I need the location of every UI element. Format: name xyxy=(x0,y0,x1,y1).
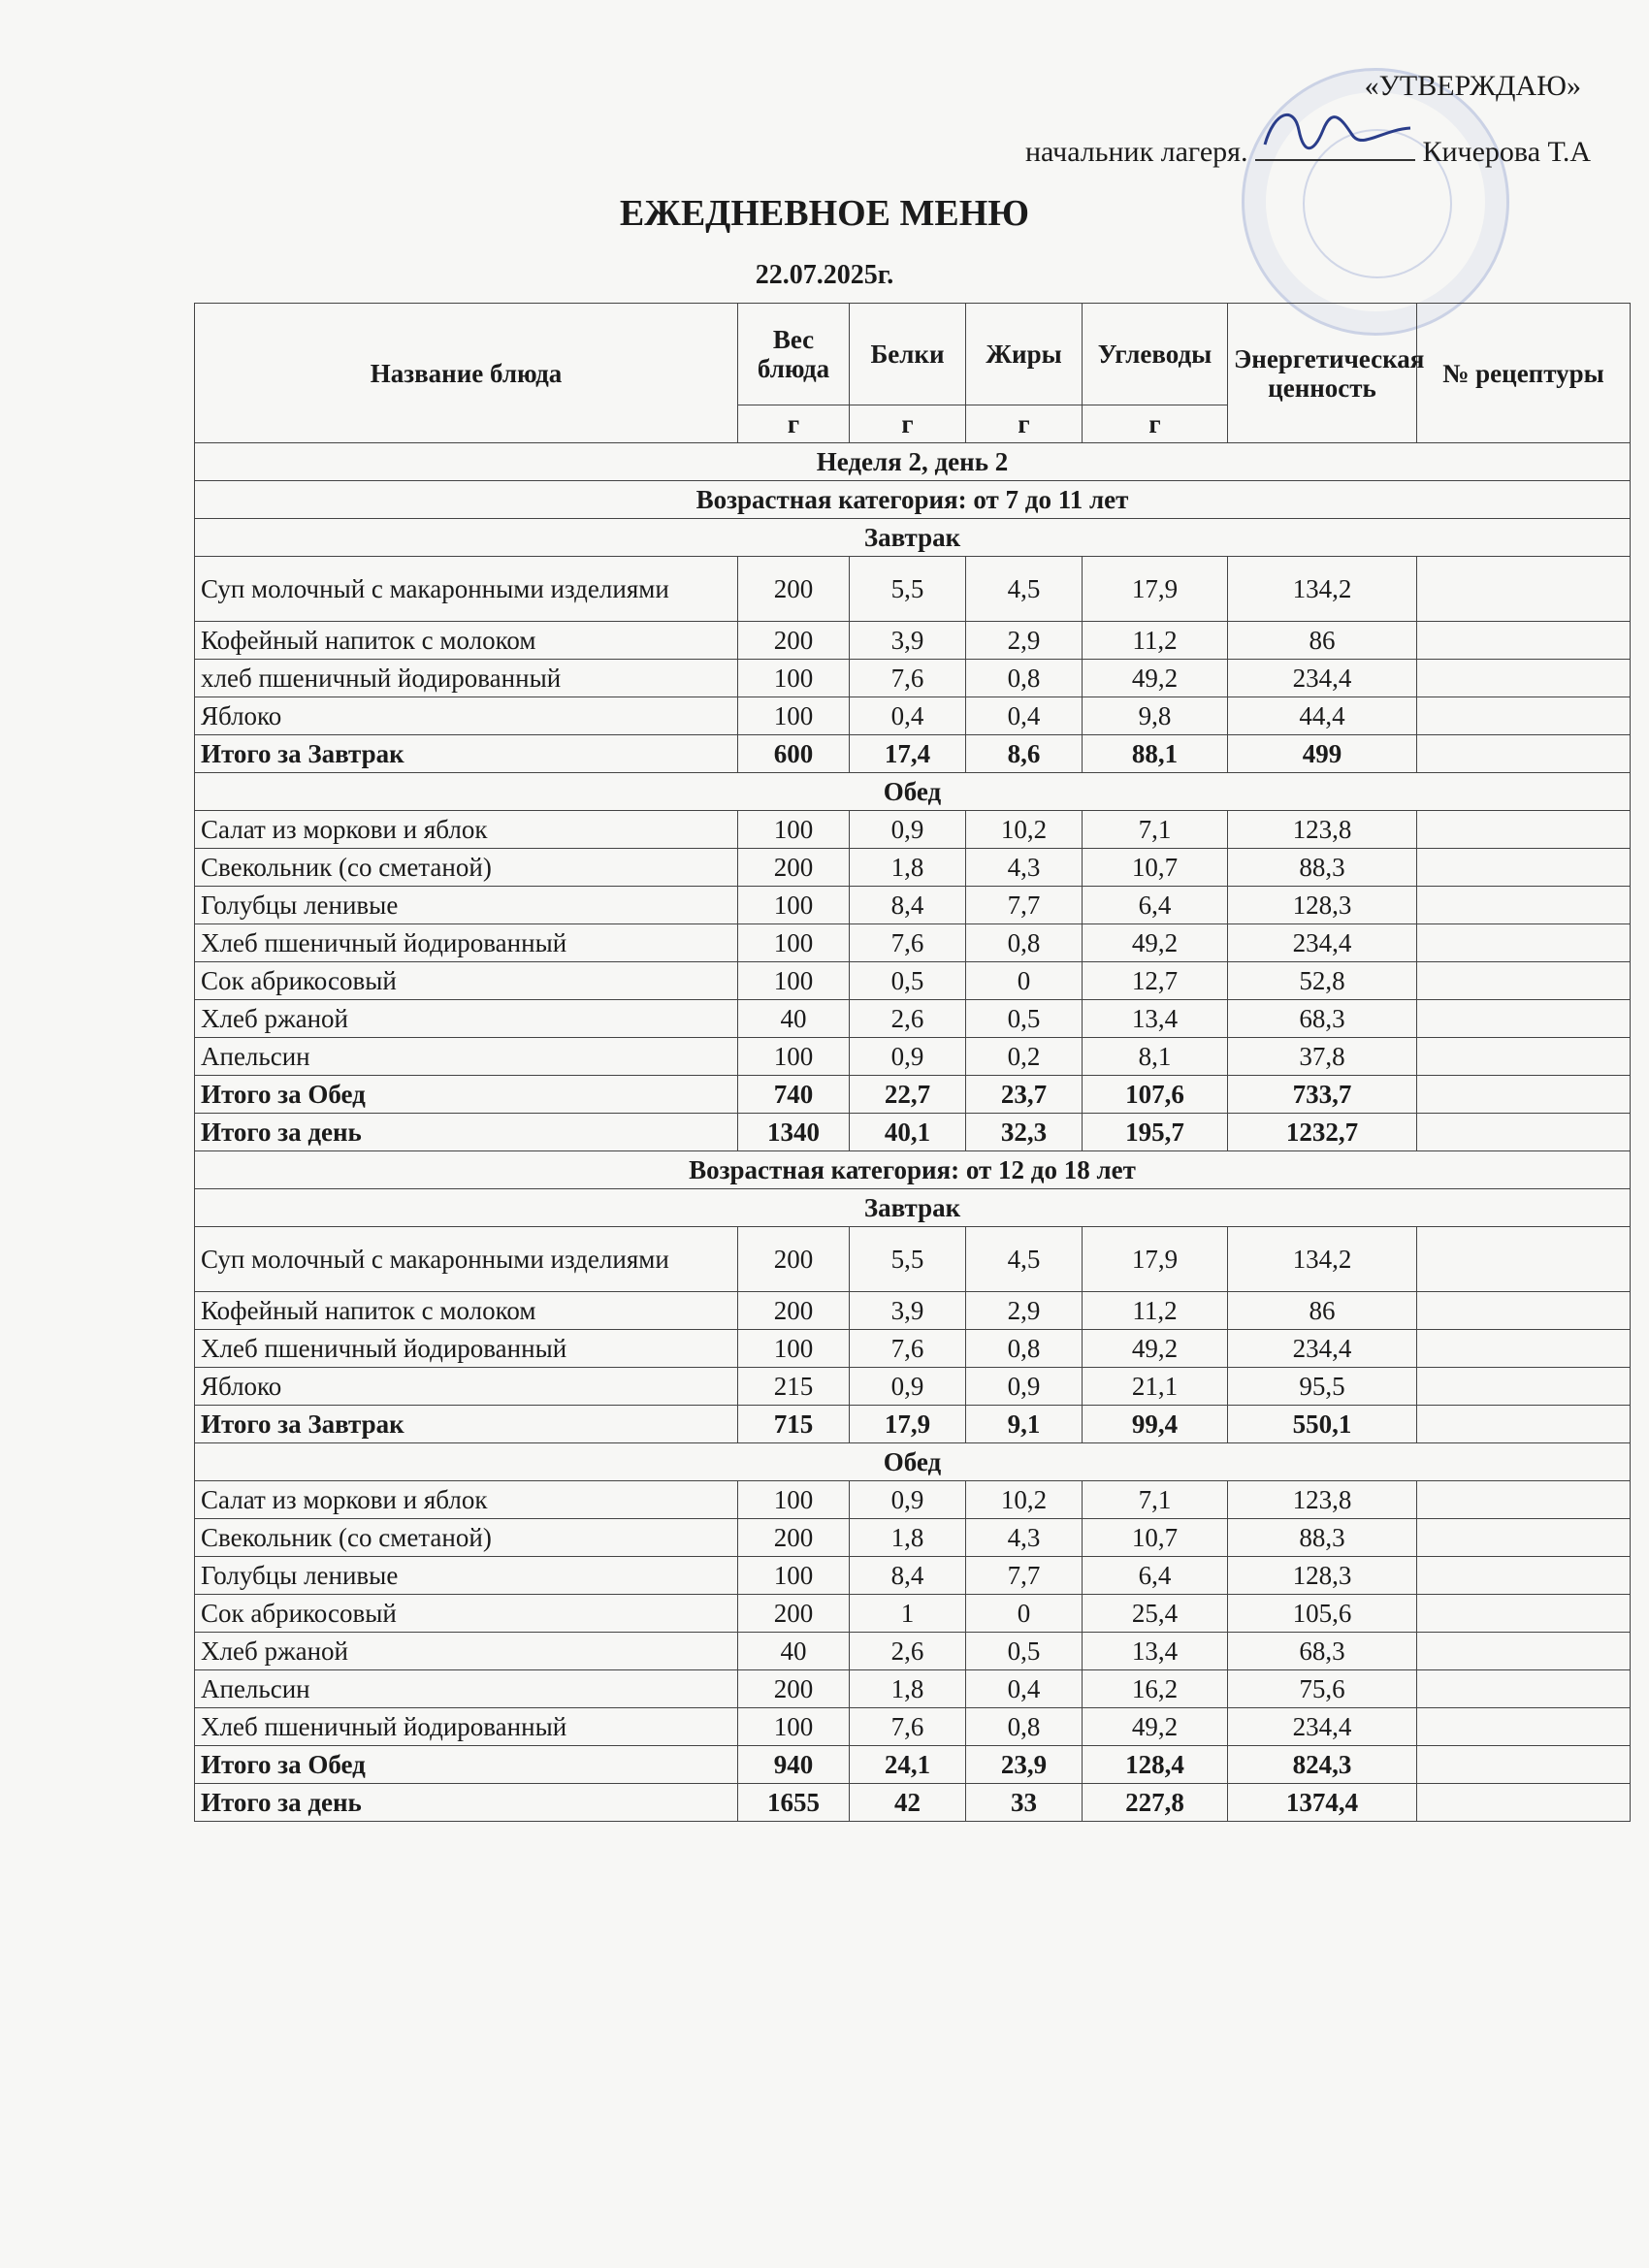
dish-energy: 234,4 xyxy=(1228,1708,1417,1746)
dish-weight: 100 xyxy=(738,811,850,849)
dish-recipe xyxy=(1417,811,1631,849)
dish-name: хлеб пшеничный йодированный xyxy=(195,660,738,697)
total-carbs: 195,7 xyxy=(1083,1114,1228,1151)
dish-weight: 100 xyxy=(738,1557,850,1595)
total-carbs: 88,1 xyxy=(1083,735,1228,773)
table-row xyxy=(195,1670,1631,1708)
dish-carbs: 9,8 xyxy=(1083,697,1228,735)
dish-carbs: 49,2 xyxy=(1083,1708,1228,1746)
dish-weight: 40 xyxy=(738,1000,850,1038)
dish-fat: 0,5 xyxy=(966,1633,1083,1670)
dish-weight: 100 xyxy=(738,924,850,962)
total-carbs: 107,6 xyxy=(1083,1076,1228,1114)
dish-name: Салат из моркови и яблок xyxy=(195,1481,738,1519)
total-recipe xyxy=(1417,735,1631,773)
total-protein: 17,9 xyxy=(850,1406,966,1443)
dish-carbs: 25,4 xyxy=(1083,1595,1228,1633)
dish-weight: 100 xyxy=(738,1708,850,1746)
dish-carbs: 12,7 xyxy=(1083,962,1228,1000)
dish-fat: 0,8 xyxy=(966,1708,1083,1746)
dish-weight: 200 xyxy=(738,622,850,660)
dish-name: Свекольник (со сметаной) xyxy=(195,1519,738,1557)
menu-body xyxy=(195,443,1631,1822)
dish-fat: 7,7 xyxy=(966,887,1083,924)
total-fat: 32,3 xyxy=(966,1114,1083,1151)
dish-name: Суп молочный с макаронными изделиями xyxy=(195,1227,738,1292)
total-protein: 24,1 xyxy=(850,1746,966,1784)
total-row xyxy=(195,735,1631,773)
dish-name: Сок абрикосовый xyxy=(195,1595,738,1633)
dish-weight: 200 xyxy=(738,1670,850,1708)
dish-name: Кофейный напиток с молоком xyxy=(195,622,738,660)
total-recipe xyxy=(1417,1406,1631,1443)
dish-recipe xyxy=(1417,622,1631,660)
meal-label-breakfast-2: Завтрак xyxy=(195,1189,1631,1227)
dish-fat: 0,8 xyxy=(966,660,1083,697)
age-category-2: Возрастная категория: от 12 до 18 лет xyxy=(195,1151,1631,1189)
dish-weight: 100 xyxy=(738,962,850,1000)
dish-fat: 0 xyxy=(966,1595,1083,1633)
dish-fat: 2,9 xyxy=(966,622,1083,660)
dish-carbs: 49,2 xyxy=(1083,1330,1228,1368)
total-label: Итого за день xyxy=(195,1784,738,1822)
menu-table xyxy=(194,303,1631,1822)
dish-fat: 0,4 xyxy=(966,1670,1083,1708)
week-day-label: Неделя 2, день 2 xyxy=(195,443,1631,481)
col-weight-header: Вес блюда xyxy=(738,304,850,405)
dish-carbs: 7,1 xyxy=(1083,811,1228,849)
dish-protein: 7,6 xyxy=(850,660,966,697)
dish-energy: 95,5 xyxy=(1228,1368,1417,1406)
col-carbs-header: Углеводы xyxy=(1083,304,1228,405)
dish-name: Салат из моркови и яблок xyxy=(195,811,738,849)
dish-protein: 2,6 xyxy=(850,1000,966,1038)
dish-energy: 86 xyxy=(1228,1292,1417,1330)
total-label: Итого за Завтрак xyxy=(195,735,738,773)
total-recipe xyxy=(1417,1076,1631,1114)
dish-recipe xyxy=(1417,697,1631,735)
dish-energy: 75,6 xyxy=(1228,1670,1417,1708)
total-label: Итого за день xyxy=(195,1114,738,1151)
table-row xyxy=(195,1708,1631,1746)
document-date: 22.07.2025г. xyxy=(755,260,894,290)
total-weight: 600 xyxy=(738,735,850,773)
dish-energy: 234,4 xyxy=(1228,924,1417,962)
dish-recipe xyxy=(1417,1557,1631,1595)
dish-protein: 0,9 xyxy=(850,1368,966,1406)
dish-protein: 7,6 xyxy=(850,924,966,962)
total-energy: 550,1 xyxy=(1228,1406,1417,1443)
approval-position: начальник лагеря. xyxy=(1024,136,1248,168)
total-fat: 33 xyxy=(966,1784,1083,1822)
table-row xyxy=(195,811,1631,849)
dish-carbs: 17,9 xyxy=(1083,557,1228,622)
dish-energy: 123,8 xyxy=(1228,811,1417,849)
dish-protein: 3,9 xyxy=(850,622,966,660)
dish-weight: 100 xyxy=(738,660,850,697)
dish-name: Кофейный напиток с молоком xyxy=(195,1292,738,1330)
col-protein-header: Белки xyxy=(850,304,966,405)
table-row xyxy=(195,1519,1631,1557)
dish-weight: 100 xyxy=(738,697,850,735)
total-row xyxy=(195,1076,1631,1114)
dish-fat: 4,3 xyxy=(966,1519,1083,1557)
dish-energy: 52,8 xyxy=(1228,962,1417,1000)
dish-recipe xyxy=(1417,1633,1631,1670)
dish-energy: 86 xyxy=(1228,622,1417,660)
document-title: ЕЖЕДНЕВНОЕ МЕНЮ xyxy=(619,193,1030,234)
total-weight: 1340 xyxy=(738,1114,850,1151)
total-energy: 733,7 xyxy=(1228,1076,1417,1114)
dish-fat: 10,2 xyxy=(966,811,1083,849)
dish-energy: 134,2 xyxy=(1228,1227,1417,1292)
dish-carbs: 10,7 xyxy=(1083,1519,1228,1557)
total-row xyxy=(195,1746,1631,1784)
dish-protein: 0,9 xyxy=(850,1481,966,1519)
approval-signer: Кичерова Т.А xyxy=(1422,136,1591,168)
dish-carbs: 13,4 xyxy=(1083,1000,1228,1038)
table-row xyxy=(195,1595,1631,1633)
meal-label-breakfast-1: Завтрак xyxy=(195,519,1631,557)
dish-protein: 0,9 xyxy=(850,811,966,849)
total-weight: 1655 xyxy=(738,1784,850,1822)
dish-recipe xyxy=(1417,660,1631,697)
total-label: Итого за Обед xyxy=(195,1076,738,1114)
dish-name: Апельсин xyxy=(195,1670,738,1708)
dish-energy: 88,3 xyxy=(1228,849,1417,887)
dish-carbs: 21,1 xyxy=(1083,1368,1228,1406)
total-weight: 940 xyxy=(738,1746,850,1784)
dish-protein: 0,4 xyxy=(850,697,966,735)
dish-fat: 4,5 xyxy=(966,557,1083,622)
total-carbs: 227,8 xyxy=(1083,1784,1228,1822)
total-energy: 824,3 xyxy=(1228,1746,1417,1784)
dish-recipe xyxy=(1417,557,1631,622)
dish-recipe xyxy=(1417,1292,1631,1330)
dish-energy: 105,6 xyxy=(1228,1595,1417,1633)
dish-protein: 7,6 xyxy=(850,1330,966,1368)
dish-name: Свекольник (со сметаной) xyxy=(195,849,738,887)
dish-recipe xyxy=(1417,1519,1631,1557)
dish-name: Яблоко xyxy=(195,697,738,735)
dish-name: Хлеб пшеничный йодированный xyxy=(195,924,738,962)
table-row xyxy=(195,1000,1631,1038)
dish-carbs: 13,4 xyxy=(1083,1633,1228,1670)
total-protein: 40,1 xyxy=(850,1114,966,1151)
dish-energy: 128,3 xyxy=(1228,887,1417,924)
dish-fat: 7,7 xyxy=(966,1557,1083,1595)
dish-recipe xyxy=(1417,1330,1631,1368)
dish-carbs: 17,9 xyxy=(1083,1227,1228,1292)
dish-energy: 128,3 xyxy=(1228,1557,1417,1595)
dish-recipe xyxy=(1417,1595,1631,1633)
total-fat: 9,1 xyxy=(966,1406,1083,1443)
dish-fat: 0,8 xyxy=(966,1330,1083,1368)
unit-weight: г xyxy=(738,405,850,443)
dish-carbs: 6,4 xyxy=(1083,887,1228,924)
dish-name: Яблоко xyxy=(195,1368,738,1406)
dish-recipe xyxy=(1417,887,1631,924)
dish-recipe xyxy=(1417,1481,1631,1519)
dish-protein: 2,6 xyxy=(850,1633,966,1670)
dish-protein: 5,5 xyxy=(850,557,966,622)
unit-protein: г xyxy=(850,405,966,443)
total-recipe xyxy=(1417,1114,1631,1151)
dish-name: Сок абрикосовый xyxy=(195,962,738,1000)
total-fat: 23,7 xyxy=(966,1076,1083,1114)
dish-name: Хлеб пшеничный йодированный xyxy=(195,1330,738,1368)
dish-weight: 100 xyxy=(738,1330,850,1368)
table-row xyxy=(195,697,1631,735)
dish-energy: 68,3 xyxy=(1228,1000,1417,1038)
dish-weight: 40 xyxy=(738,1633,850,1670)
dish-weight: 200 xyxy=(738,1595,850,1633)
dish-carbs: 8,1 xyxy=(1083,1038,1228,1076)
dish-protein: 8,4 xyxy=(850,1557,966,1595)
table-row xyxy=(195,1368,1631,1406)
dish-name: Голубцы ленивые xyxy=(195,1557,738,1595)
approval-label: «УТВЕРЖДАЮ» xyxy=(1364,70,1581,102)
total-energy: 1374,4 xyxy=(1228,1784,1417,1822)
dish-energy: 44,4 xyxy=(1228,697,1417,735)
dish-weight: 215 xyxy=(738,1368,850,1406)
table-row xyxy=(195,1227,1631,1292)
total-protein: 22,7 xyxy=(850,1076,966,1114)
dish-weight: 200 xyxy=(738,849,850,887)
dish-recipe xyxy=(1417,1227,1631,1292)
dish-fat: 0,5 xyxy=(966,1000,1083,1038)
total-protein: 42 xyxy=(850,1784,966,1822)
table-row xyxy=(195,887,1631,924)
total-row xyxy=(195,1114,1631,1151)
dish-protein: 5,5 xyxy=(850,1227,966,1292)
dish-protein: 1,8 xyxy=(850,1519,966,1557)
dish-name: Голубцы ленивые xyxy=(195,887,738,924)
dish-fat: 2,9 xyxy=(966,1292,1083,1330)
dish-recipe xyxy=(1417,1670,1631,1708)
dish-protein: 3,9 xyxy=(850,1292,966,1330)
unit-fat: г xyxy=(966,405,1083,443)
dish-recipe xyxy=(1417,1708,1631,1746)
table-row xyxy=(195,557,1631,622)
dish-protein: 0,9 xyxy=(850,1038,966,1076)
total-row xyxy=(195,1406,1631,1443)
table-header-row xyxy=(195,304,1631,405)
dish-energy: 37,8 xyxy=(1228,1038,1417,1076)
meal-label-lunch-2: Обед xyxy=(195,1443,1631,1481)
total-carbs: 99,4 xyxy=(1083,1406,1228,1443)
meal-label-lunch-1: Обед xyxy=(195,773,1631,811)
dish-weight: 200 xyxy=(738,1519,850,1557)
dish-energy: 68,3 xyxy=(1228,1633,1417,1670)
dish-fat: 0,9 xyxy=(966,1368,1083,1406)
dish-protein: 0,5 xyxy=(850,962,966,1000)
dish-protein: 1 xyxy=(850,1595,966,1633)
col-fat-header: Жиры xyxy=(966,304,1083,405)
dish-weight: 200 xyxy=(738,1227,850,1292)
table-row xyxy=(195,660,1631,697)
dish-carbs: 11,2 xyxy=(1083,1292,1228,1330)
dish-fat: 4,3 xyxy=(966,849,1083,887)
table-row xyxy=(195,622,1631,660)
dish-weight: 200 xyxy=(738,557,850,622)
dish-weight: 200 xyxy=(738,1292,850,1330)
dish-energy: 88,3 xyxy=(1228,1519,1417,1557)
dish-carbs: 49,2 xyxy=(1083,660,1228,697)
dish-name: Хлеб пшеничный йодированный xyxy=(195,1708,738,1746)
total-label: Итого за Обед xyxy=(195,1746,738,1784)
dish-energy: 234,4 xyxy=(1228,660,1417,697)
dish-recipe xyxy=(1417,1368,1631,1406)
total-row xyxy=(195,1784,1631,1822)
total-recipe xyxy=(1417,1746,1631,1784)
dish-carbs: 6,4 xyxy=(1083,1557,1228,1595)
dish-name: Апельсин xyxy=(195,1038,738,1076)
table-row xyxy=(195,1481,1631,1519)
total-label: Итого за Завтрак xyxy=(195,1406,738,1443)
dish-recipe xyxy=(1417,1000,1631,1038)
dish-weight: 100 xyxy=(738,1481,850,1519)
total-energy: 1232,7 xyxy=(1228,1114,1417,1151)
total-carbs: 128,4 xyxy=(1083,1746,1228,1784)
table-row xyxy=(195,1330,1631,1368)
dish-protein: 8,4 xyxy=(850,887,966,924)
dish-fat: 4,5 xyxy=(966,1227,1083,1292)
total-protein: 17,4 xyxy=(850,735,966,773)
total-recipe xyxy=(1417,1784,1631,1822)
dish-fat: 0 xyxy=(966,962,1083,1000)
dish-carbs: 16,2 xyxy=(1083,1670,1228,1708)
table-row xyxy=(195,849,1631,887)
table-row xyxy=(195,962,1631,1000)
col-recipe-header: № рецептуры xyxy=(1417,304,1631,443)
dish-recipe xyxy=(1417,924,1631,962)
total-energy: 499 xyxy=(1228,735,1417,773)
dish-fat: 0,2 xyxy=(966,1038,1083,1076)
dish-protein: 1,8 xyxy=(850,1670,966,1708)
dish-carbs: 10,7 xyxy=(1083,849,1228,887)
dish-energy: 234,4 xyxy=(1228,1330,1417,1368)
dish-recipe xyxy=(1417,962,1631,1000)
dish-fat: 0,8 xyxy=(966,924,1083,962)
total-weight: 715 xyxy=(738,1406,850,1443)
col-name-header: Название блюда xyxy=(195,304,738,443)
dish-weight: 100 xyxy=(738,887,850,924)
dish-recipe xyxy=(1417,849,1631,887)
total-weight: 740 xyxy=(738,1076,850,1114)
table-row xyxy=(195,924,1631,962)
dish-recipe xyxy=(1417,1038,1631,1076)
col-energy-header: Энергетическая ценность xyxy=(1228,304,1417,443)
dish-weight: 100 xyxy=(738,1038,850,1076)
table-row xyxy=(195,1633,1631,1670)
table-row xyxy=(195,1038,1631,1076)
dish-name: Суп молочный с макаронными изделиями xyxy=(195,557,738,622)
dish-name: Хлеб ржаной xyxy=(195,1000,738,1038)
dish-fat: 0,4 xyxy=(966,697,1083,735)
total-fat: 23,9 xyxy=(966,1746,1083,1784)
dish-energy: 123,8 xyxy=(1228,1481,1417,1519)
table-row xyxy=(195,1292,1631,1330)
approval-signature-line xyxy=(970,134,1591,169)
dish-carbs: 49,2 xyxy=(1083,924,1228,962)
dish-energy: 134,2 xyxy=(1228,557,1417,622)
handwritten-signature xyxy=(1255,134,1415,161)
total-fat: 8,6 xyxy=(966,735,1083,773)
dish-carbs: 7,1 xyxy=(1083,1481,1228,1519)
table-row xyxy=(195,1557,1631,1595)
unit-carbs: г xyxy=(1083,405,1228,443)
dish-name: Хлеб ржаной xyxy=(195,1633,738,1670)
age-category-1: Возрастная категория: от 7 до 11 лет xyxy=(195,481,1631,519)
dish-protein: 1,8 xyxy=(850,849,966,887)
dish-fat: 10,2 xyxy=(966,1481,1083,1519)
dish-protein: 7,6 xyxy=(850,1708,966,1746)
dish-carbs: 11,2 xyxy=(1083,622,1228,660)
